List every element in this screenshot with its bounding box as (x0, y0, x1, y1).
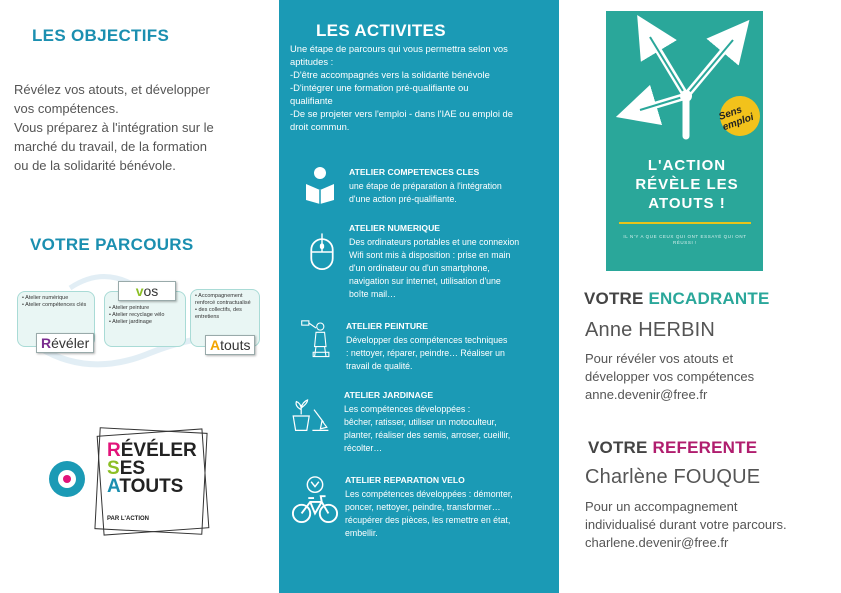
painter-icon (296, 318, 336, 358)
encadrante-email[interactable]: anne.devenir@free.fr (585, 387, 708, 402)
parcours-box-vos: • Atelier peinture • Atelier recyclage vélo • Atelier jardinage (104, 291, 186, 347)
logo-text: RÉVÉLER SES ATOUTS (107, 440, 197, 497)
objectifs-line: Révélez vos atouts, et développer (14, 82, 210, 97)
objectifs-line: Vous préparez à l'intégration sur le (14, 120, 214, 135)
poster (606, 11, 763, 271)
objectifs-text (14, 80, 269, 175)
atelier-title: ATELIER PEINTURE (346, 321, 428, 331)
atelier-desc: Les compétences développées : bêcher, ratisser, utiliser un motoculteur, planter, réaliser des semis, arroser, cueillir, récolter… (344, 404, 511, 453)
bike-icon (291, 475, 339, 525)
logo-subtitle: PAR L'ACTION (107, 516, 149, 522)
objectifs-title: LES OBJECTIFS (32, 26, 170, 45)
arrows-illustration (606, 11, 763, 161)
atelier-title: ATELIER NUMERIQUE (349, 223, 441, 233)
objectifs-line: vos compétences. (14, 101, 119, 116)
poster-divider (619, 222, 751, 224)
objectifs-line: ou de la solidarité bénévole. (14, 158, 176, 173)
referente-text: Pour un accompagnement individualisé durant votre parcours. charlene.devenir@free.fr (585, 499, 787, 550)
referente-title: VOTRE REFERENTE (588, 438, 758, 457)
referente-name: Charlène FOUQUE (585, 466, 761, 488)
atelier-desc: Développer des compétences techniques : nettoyer, réparer, peindre… Réaliser un travail de qualité. (346, 335, 508, 371)
target-logo-core (63, 475, 71, 483)
atelier-desc: une étape de préparation à l'intégration d'une action pré-qualifiante. (349, 181, 502, 204)
atelier-title: ATELIER REPARATION VELO (345, 475, 465, 485)
encadrante-name: Anne HERBIN (585, 319, 716, 341)
reader-icon (300, 164, 340, 204)
parcours-box-atouts: • Accompagnement renforcé contractualisé • des collectifs, des entretiens (190, 289, 260, 347)
encadrante-title: VOTRE ENCADRANTE (584, 289, 770, 308)
parcours-box-reveler: • Atelier numérique • Atelier compétences clés (17, 291, 95, 347)
atelier-title: ATELIER COMPETENCES CLES (349, 167, 480, 177)
encadrante-text: Pour révéler vos atouts et développer vos compétences anne.devenir@free.fr (585, 351, 755, 402)
mouse-icon (302, 232, 342, 272)
parcours-tag-atouts: Atouts (205, 335, 255, 355)
plant-pot-icon (290, 396, 330, 436)
poster-quote: IL N'Y A QUE CEUX QUI ONT ESSAYÉ QUI ONT RÉUSSI ! (623, 234, 747, 245)
parcours-title: VOTRE PARCOURS (30, 235, 194, 254)
atelier-desc: Des ordinateurs portables et une connexion Wifi sont mis à disposition : prise en main d'un ordinateur ou d'un smartphone, navigation sur internet, utilisation d'une boîte mail… (349, 237, 520, 299)
atelier-title: ATELIER JARDINAGE (344, 390, 434, 400)
objectifs-line: marché du travail, de la formation (14, 139, 207, 154)
sens-emploi-sticker: Sens emploi (714, 90, 765, 141)
activites-title: LES ACTIVITES (316, 21, 446, 40)
parcours-tag-vos: vos (118, 281, 176, 301)
activites-intro: Une étape de parcours qui vous permettra selon vos aptitudes : -D'être accompagnés vers la solidarité bénévole -D'intégrer une formation pré-qualifiante ou qualifiante -De se projeter vers l'emploi - dans l'IAE ou emploi de droit commun. (290, 43, 513, 132)
parcours-tag-reveler: Révéler (36, 333, 94, 353)
referente-email[interactable]: charlene.devenir@free.fr (585, 535, 729, 550)
atelier-desc: Les compétences développées : démonter, poncer, nettoyer, peindre, transformer… récupérer des pièces, les remettre en état, embellir. (345, 489, 513, 538)
poster-title: L'ACTION RÉVÈLE LES ATOUTS ! (635, 157, 739, 212)
